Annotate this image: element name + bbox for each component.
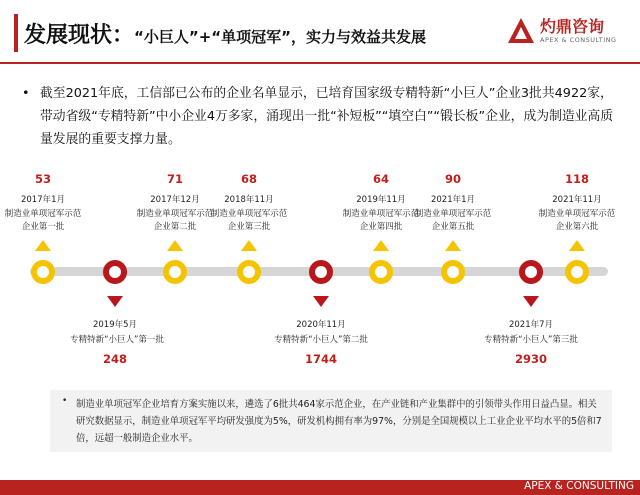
footer-brand: APEX & CONSULTING bbox=[524, 480, 634, 492]
milestone-count: 64 bbox=[372, 172, 389, 186]
milestone-date: 2021年7月 bbox=[508, 320, 554, 330]
milestone-label: 专精特新“小巨人”第二批 bbox=[274, 335, 368, 345]
milestone-date: 2019年11月 bbox=[356, 195, 406, 205]
milestone-date: 2021年11月 bbox=[552, 195, 602, 205]
timeline-node-yellow bbox=[31, 260, 55, 284]
triangle-up-marker bbox=[373, 240, 389, 251]
footer-bar bbox=[0, 480, 640, 495]
timeline-node-yellow bbox=[369, 260, 393, 284]
milestone-count: 71 bbox=[166, 172, 183, 186]
milestone-count: 90 bbox=[444, 172, 461, 186]
milestone-count: 248 bbox=[102, 352, 127, 366]
intro-paragraph bbox=[22, 82, 622, 151]
milestone-label: 制造业单项冠军示范企业第六批 bbox=[538, 209, 616, 232]
summary-note-text: 制造业单项冠军企业培育方案实施以来，遴选了6批共464家示范企业，在产业链和产业集群中的引领带头作用日益凸显。相关研究数据显示，制造业单项冠军平均研发强度为5%，研发机构拥有率为97%，分别是全国规模以上工业企业平均水平的5倍和7倍，远超一般制造企业水平。 bbox=[76, 399, 602, 444]
intro-text: 截至2021年底，工信部已公布的企业名单显示，已培育国家级专精特新“小巨人”企业3批共4922家，带动省级“专精特新”中小企业4万多家，涌现出一批“补短板”“填空白”“锻长板”企业，成为制造业高质量发展的重要支撑力量。 bbox=[40, 86, 614, 147]
milestone-label: 制造业单项冠军示范企业第三批 bbox=[210, 209, 288, 232]
milestone-date: 2017年12月 bbox=[150, 195, 200, 205]
triangle-up-marker bbox=[35, 240, 51, 251]
logo-name-en: APEX & CONSULTING bbox=[540, 36, 617, 44]
timeline-node-red bbox=[519, 260, 543, 284]
triangle-down-marker bbox=[523, 296, 539, 307]
page-title-main: 发展现状： bbox=[24, 23, 135, 48]
page-title bbox=[24, 18, 426, 49]
triangle-down-marker bbox=[313, 296, 329, 307]
timeline-node-red bbox=[103, 260, 127, 284]
summary-note-box bbox=[50, 390, 612, 452]
brand-logo bbox=[506, 14, 624, 52]
milestone-count: 1744 bbox=[304, 352, 337, 366]
logo-name-cn: 灼鼎咨询 bbox=[540, 17, 605, 36]
milestone-count: 68 bbox=[240, 172, 257, 186]
page-title-sub: “小巨人”+“单项冠军”，实力与效益共发展 bbox=[134, 28, 427, 46]
intro-bullet: • bbox=[22, 86, 30, 101]
timeline-node-red bbox=[309, 260, 333, 284]
milestone-label: 专精特新“小巨人”第三批 bbox=[484, 335, 578, 345]
milestone-date: 2018年11月 bbox=[224, 195, 274, 205]
milestone-date: 2021年1月 bbox=[430, 195, 476, 205]
milestone-date: 2019年5月 bbox=[92, 320, 138, 330]
milestone-label: 制造业单项冠军示范企业第一批 bbox=[4, 209, 82, 232]
milestone-count: 118 bbox=[564, 172, 589, 186]
title-accent-bar bbox=[14, 14, 18, 52]
triangle-up-marker bbox=[167, 240, 183, 251]
triangle-up-marker bbox=[445, 240, 461, 251]
header-divider bbox=[0, 62, 640, 64]
milestone-date: 2017年1月 bbox=[20, 195, 66, 205]
milestone-label: 制造业单项冠军示范企业第四批 bbox=[342, 209, 420, 232]
triangle-up-marker bbox=[569, 240, 585, 251]
milestone-label: 专精特新“小巨人”第一批 bbox=[70, 335, 164, 345]
triangle-down-marker bbox=[107, 296, 123, 307]
note-bullet: • bbox=[62, 396, 68, 406]
timeline-node-yellow bbox=[565, 260, 589, 284]
triangle-up-marker bbox=[241, 240, 257, 251]
timeline-node-yellow bbox=[237, 260, 261, 284]
milestone-label: 制造业单项冠军示范企业第五批 bbox=[414, 209, 492, 232]
milestone-count: 53 bbox=[34, 172, 51, 186]
timeline-node-yellow bbox=[163, 260, 187, 284]
timeline-node-yellow bbox=[441, 260, 465, 284]
milestone-label: 制造业单项冠军示范企业第二批 bbox=[136, 209, 214, 232]
logo-triangle-icon bbox=[506, 16, 536, 46]
milestone-date: 2020年11月 bbox=[296, 320, 346, 330]
milestone-count: 2930 bbox=[514, 352, 547, 366]
